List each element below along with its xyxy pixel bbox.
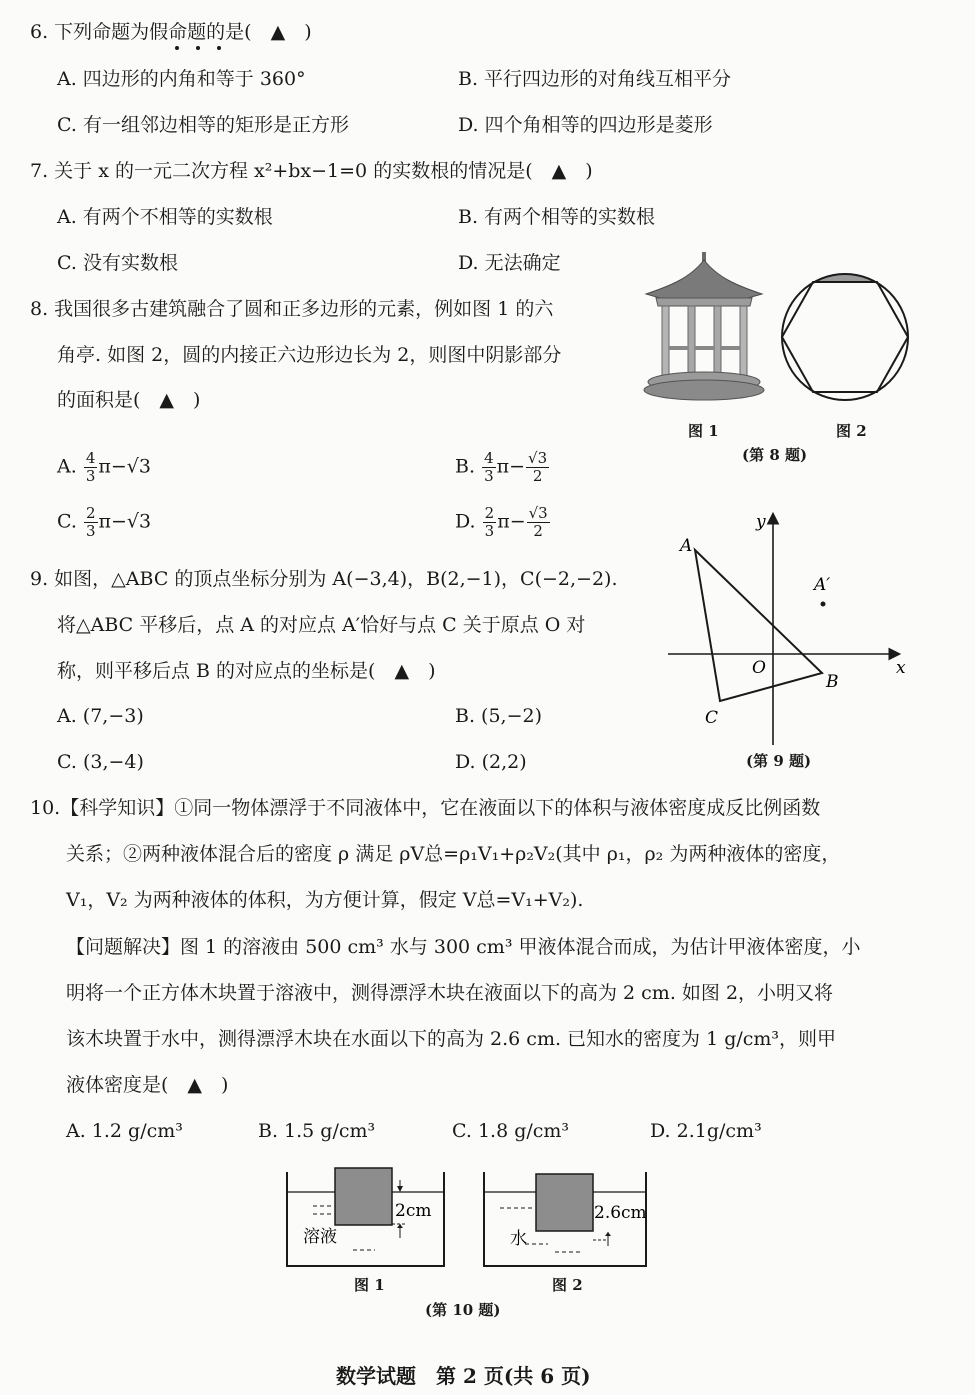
page-footer: 数学试题 第 2 页(共 6 页) bbox=[336, 1364, 591, 1388]
q10-line5: 明将一个正方体木块置于溶液中，测得漂浮木块在液面以下的高为 2 cm. 如图 2，小明又将 bbox=[66, 982, 834, 1004]
q10-line2: 关系；②两种液体混合后的密度 ρ 满足 ρV总=ρ₁V₁+ρ₂V₂(其中 ρ₁，ρ₂ 为两种液体的密度， bbox=[66, 843, 841, 865]
q8-option-d: D. $\frac{2}{3}$ π− $\frac{√3}{2}$ bbox=[455, 504, 548, 540]
float-figure-2 bbox=[480, 1162, 650, 1272]
q6-option-d: D. 四个角相等的四边形是菱形 bbox=[458, 114, 713, 136]
q7-option-d: D. 无法确定 bbox=[458, 252, 561, 274]
q9-option-c: C. (3,−4) bbox=[57, 751, 144, 773]
q8-option-a: A. $\frac{4}{3}$ π−√3 bbox=[57, 449, 151, 485]
fraction: $\frac{4}{3}$ bbox=[484, 449, 494, 485]
q8-stem-line2: 角亭. 如图 2，圆的内接正六边形边长为 2，则图中阴影部分 bbox=[57, 344, 562, 366]
emphasis-dot bbox=[175, 46, 179, 50]
point-a-label: A bbox=[680, 536, 693, 556]
q6-option-a: A. 四边形的内角和等于 360° bbox=[57, 68, 306, 90]
q7-option-c: C. 没有实数根 bbox=[57, 252, 178, 274]
circle-hexagon-figure bbox=[780, 272, 910, 402]
fraction: $\frac{2}{3}$ bbox=[484, 504, 495, 540]
x-axis-label: x bbox=[896, 658, 906, 678]
fraction: $\frac{√3}{2}$ bbox=[528, 504, 548, 540]
q9-option-b: B. (5,−2) bbox=[455, 705, 543, 727]
point-b-label: B bbox=[826, 672, 839, 692]
q10-line1: 10.【科学知识】①同一物体漂浮于不同液体中，它在液面以下的体积与液体密度成反比例函数 bbox=[30, 797, 821, 819]
q10-caption: (第 10 题) bbox=[425, 1301, 501, 1319]
coordinate-figure bbox=[660, 505, 920, 750]
q8-fig2-label: 图 2 bbox=[836, 422, 867, 440]
q10-line7: 液体密度是( ▲ ) bbox=[66, 1074, 229, 1096]
q10-line3: V₁，V₂ 为两种液体的体积，为方便计算，假定 V总=V₁+V₂). bbox=[66, 889, 584, 911]
fraction: $\frac{√3}{2}$ bbox=[528, 449, 548, 485]
q8-caption: (第 8 题) bbox=[742, 446, 808, 464]
q8-stem-line3: 的面积是( ▲ ) bbox=[57, 389, 201, 411]
q8-fig1-label: 图 1 bbox=[688, 422, 719, 440]
q10-fig2-label: 图 2 bbox=[552, 1276, 583, 1294]
fig2-liquid-label: 水 bbox=[510, 1229, 527, 1249]
q8-stem-line1: 8. 我国很多古建筑融合了圆和正多边形的元素，例如图 1 的六 bbox=[30, 298, 554, 320]
q7-option-a: A. 有两个不相等的实数根 bbox=[57, 206, 273, 228]
q10-option-d: D. 2.1g/cm³ bbox=[650, 1120, 762, 1142]
emphasis-dot bbox=[196, 46, 200, 50]
q9-stem-line2: 将△ABC 平移后，点 A 的对应点 A′恰好与点 C 关于原点 O 对 bbox=[57, 614, 586, 636]
float-figure-1 bbox=[283, 1162, 448, 1272]
origin-label: O bbox=[752, 658, 766, 678]
q10-line4: 【问题解决】图 1 的溶液由 500 cm³ 水与 300 cm³ 甲液体混合而成，为估计甲液体密度，小 bbox=[66, 936, 861, 958]
q10-option-b: B. 1.5 g/cm³ bbox=[258, 1120, 376, 1142]
q9-caption: (第 9 题) bbox=[746, 752, 812, 770]
fig1-height-label: 2cm bbox=[395, 1201, 432, 1221]
point-c-label: C bbox=[705, 708, 719, 728]
q6-option-b: B. 平行四边形的对角线互相平分 bbox=[458, 68, 732, 90]
q7-stem: 7. 关于 x 的一元二次方程 x²+bx−1=0 的实数根的情况是( ▲ ) bbox=[30, 160, 593, 182]
q10-line6: 该木块置于水中，测得漂浮木块在水面以下的高为 2.6 cm. 已知水的密度为 1 g/cm³，则甲 bbox=[66, 1028, 837, 1050]
q7-option-b: B. 有两个相等的实数根 bbox=[458, 206, 656, 228]
fraction: $\frac{2}{3}$ bbox=[85, 504, 96, 540]
q8-option-b: B. $\frac{4}{3}$ π− $\frac{√3}{2}$ bbox=[455, 449, 548, 485]
emphasis-dot bbox=[217, 46, 221, 50]
q10-fig1-label: 图 1 bbox=[354, 1276, 385, 1294]
q9-option-d: D. (2,2) bbox=[455, 751, 527, 773]
q9-option-a: A. (7,−3) bbox=[57, 705, 144, 727]
q6-option-c: C. 有一组邻边相等的矩形是正方形 bbox=[57, 114, 349, 136]
fraction: $\frac{4}{3}$ bbox=[85, 449, 96, 485]
fig1-liquid-label: 溶液 bbox=[303, 1227, 337, 1247]
q10-option-a: A. 1.2 g/cm³ bbox=[66, 1120, 183, 1142]
q6-stem: 6. 下列命题为假命题的是( ▲ ) bbox=[30, 21, 312, 43]
point-a-prime-label: A′ bbox=[814, 575, 831, 595]
fig2-height-label: 2.6cm bbox=[594, 1203, 647, 1223]
q10-option-c: C. 1.8 g/cm³ bbox=[452, 1120, 570, 1142]
y-axis-label: y bbox=[756, 512, 766, 532]
pavilion-illustration bbox=[640, 248, 770, 408]
q9-stem-line1: 9. 如图，△ABC 的顶点坐标分别为 A(−3,4)，B(2,−1)，C(−2,−2). bbox=[30, 568, 618, 590]
q8-option-c: C. $\frac{2}{3}$ π−√3 bbox=[57, 504, 152, 540]
q9-stem-line3: 称，则平移后点 B 的对应点的坐标是( ▲ ) bbox=[57, 660, 436, 682]
